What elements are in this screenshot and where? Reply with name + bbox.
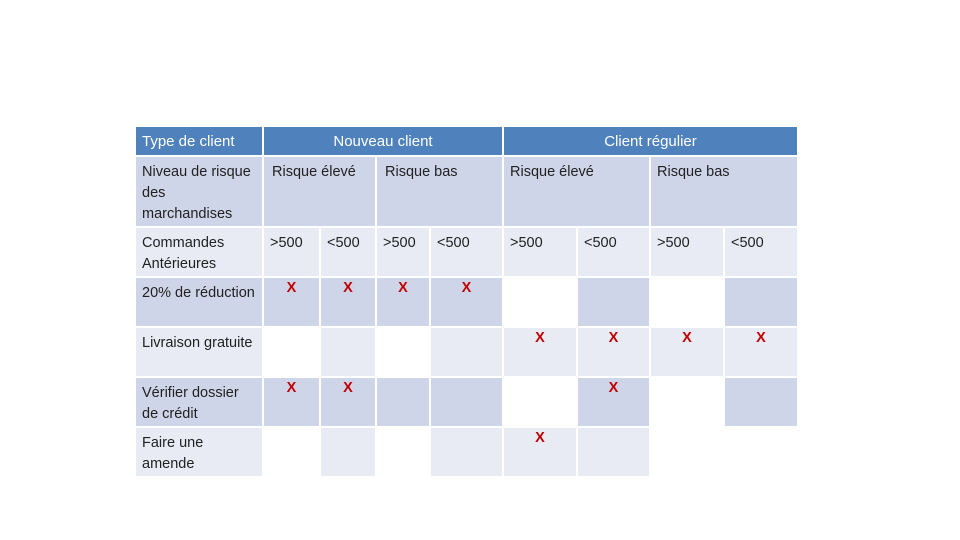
commandes-value: <500: [431, 228, 502, 276]
empty-cell: [377, 378, 429, 426]
empty-cell: [431, 378, 502, 426]
risk-level-row: [136, 157, 797, 226]
x-mark: X: [578, 328, 649, 376]
empty-cell: [377, 428, 429, 476]
livraison-row: [136, 328, 797, 376]
risk-level-label: Niveau de risque des marchandises: [136, 157, 262, 226]
empty-cell: [651, 278, 723, 326]
empty-cell: [725, 428, 797, 476]
x-mark: X: [321, 378, 375, 426]
x-mark: X: [431, 278, 502, 326]
type-client-header: Type de client: [136, 127, 262, 155]
verifier-row: [136, 378, 797, 426]
nouveau-client-header: Nouveau client: [264, 127, 502, 155]
empty-cell: [651, 428, 723, 476]
commandes-value: >500: [504, 228, 576, 276]
empty-cell: [504, 378, 576, 426]
commandes-value: >500: [377, 228, 429, 276]
x-mark: X: [264, 278, 319, 326]
x-mark: X: [321, 278, 375, 326]
x-mark: X: [377, 278, 429, 326]
x-mark: X: [504, 328, 576, 376]
x-mark: X: [578, 378, 649, 426]
empty-cell: [725, 278, 797, 326]
decision-table: [134, 125, 799, 478]
empty-cell: [578, 278, 649, 326]
empty-cell: [431, 328, 502, 376]
commandes-value: <500: [578, 228, 649, 276]
commandes-value: <500: [725, 228, 797, 276]
empty-cell: [651, 378, 723, 426]
nc-risque-bas: Risque bas: [377, 157, 502, 226]
verifier-label: Vérifier dossier de crédit: [136, 378, 262, 426]
empty-cell: [321, 328, 375, 376]
empty-cell: [504, 278, 576, 326]
reduction-row: [136, 278, 797, 326]
cr-risque-bas: Risque bas: [651, 157, 797, 226]
x-mark: X: [725, 328, 797, 376]
nc-risque-eleve: Risque élevé: [264, 157, 375, 226]
header-row: [136, 127, 797, 155]
x-mark: X: [264, 378, 319, 426]
commandes-label: Commandes Antérieures: [136, 228, 262, 276]
commandes-value: >500: [651, 228, 723, 276]
amende-label: Faire une amende: [136, 428, 262, 476]
commandes-row: [136, 228, 797, 276]
client-regulier-header: Client régulier: [504, 127, 797, 155]
x-mark: X: [651, 328, 723, 376]
empty-cell: [321, 428, 375, 476]
empty-cell: [264, 328, 319, 376]
empty-cell: [264, 428, 319, 476]
empty-cell: [431, 428, 502, 476]
reduction-label: 20% de réduction: [136, 278, 262, 326]
empty-cell: [578, 428, 649, 476]
cr-risque-eleve: Risque élevé: [504, 157, 649, 226]
commandes-value: >500: [264, 228, 319, 276]
empty-cell: [725, 378, 797, 426]
amende-row: [136, 428, 797, 476]
empty-cell: [377, 328, 429, 376]
commandes-value: <500: [321, 228, 375, 276]
livraison-label: Livraison gratuite: [136, 328, 262, 376]
x-mark: X: [504, 428, 576, 476]
